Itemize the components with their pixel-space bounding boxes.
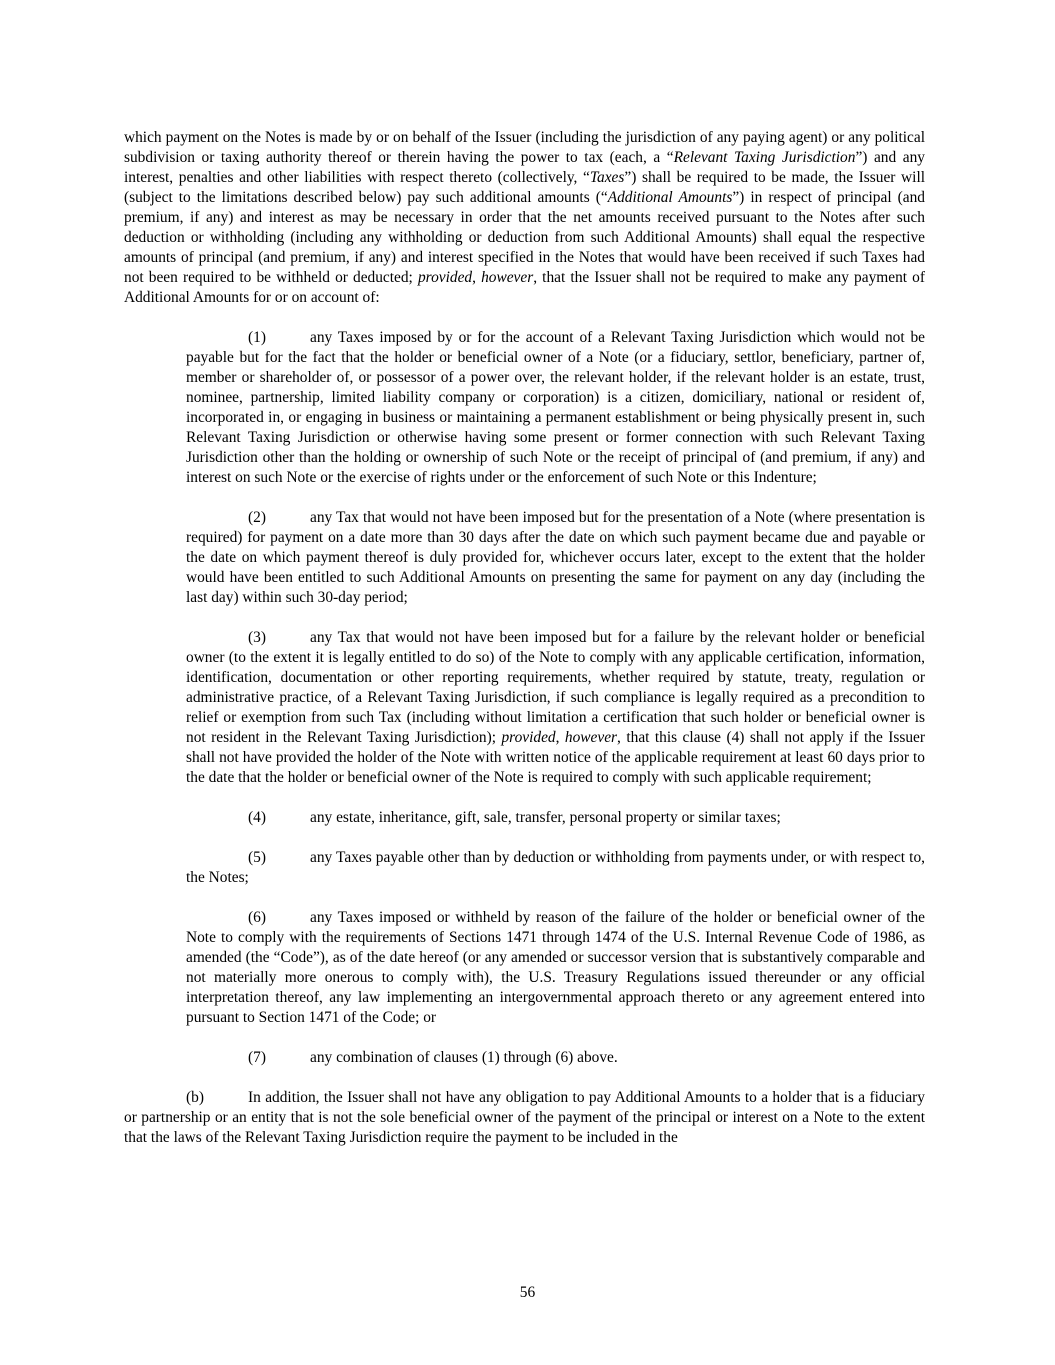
clause-number: (7) — [248, 1049, 266, 1066]
clause-number: (1) — [248, 329, 266, 346]
clause-3: (3) any Tax that would not have been imposed but for a failure by the relevant holder or beneficial owner (to the extent it is legally entitled to do so) of the Note to comply with any applicable certification, information, identification, documentation or other reporting requirements, whether required by statute, treaty, regulation or administrative practice, of a Relevant Taxing Jurisdiction, if such compliance is legally required as a precondition to relief or exemption from such Tax (including without limitation a certification that such holder or beneficial owner is not resident in the Relevant Taxing Jurisdiction); provided, however, that this clause (4) shall not apply if the Issuer shall not have provided the holder of the Note with written notice of the applicable requirement at least 60 days prior to the date that the holder or beneficial owner of the Note is required to comply with such applicable requirement; — [186, 629, 925, 786]
clause-number: (6) — [248, 909, 266, 926]
clause-4 — [186, 808, 925, 828]
paragraph-text: In addition, the Issuer shall not have any obligation to pay Additional Amounts to a holder that is a fiduciary or partnership or an entity that is not the sole beneficial owner of the payment of the principal or interest on a Note to the extent that the laws of the Relevant Taxing Jurisdiction require the payment to be included in the — [124, 1089, 925, 1146]
clause-2 — [186, 508, 925, 608]
page-number: 56 — [519, 1284, 536, 1301]
clause-number: (4) — [248, 809, 266, 826]
clause-number: (5) — [248, 849, 266, 866]
paragraph-b — [124, 1088, 925, 1148]
clause-number: (2) — [248, 509, 266, 526]
document-page — [124, 128, 925, 1148]
clause-text: any Taxes payable other than by deduction or withholding from payments under, or with respect to, the Notes; — [186, 849, 925, 886]
clause-text: any estate, inheritance, gift, sale, transfer, personal property or similar taxes; — [310, 809, 781, 826]
intro-paragraph: which payment on the Notes is made by or on behalf of the Issuer (including the jurisdiction of any paying agent) or any political subdivision or taxing authority thereof or therein having the power to tax (each, a “Relevant Taxing Jurisdiction”) and any interest, penalties and other liabilities with respect thereto (collectively, “Taxes”) shall be required to be made, the Issuer will (subject to the limitations described below) pay such additional amounts (“Additional Amounts”) in respect of principal (and premium, if any) and interest as may be necessary in order that the net amounts received pursuant to the Notes after such deduction or withholding (including any withholding or deduction from such Additional Amounts) shall equal the respective amounts of principal (and premium, if any) and interest specified in the Notes that would have been received if such Taxes had not been required to be withheld or deducted; provided, however, that the Issuer shall not be required to make any payment of Additional Amounts for or on account of: — [124, 129, 926, 306]
clause-6 — [186, 908, 925, 1028]
clause-7 — [186, 1048, 925, 1068]
clause-text: any Tax that would not have been imposed but for the presentation of a Note (where presentation is required) for payment on a date more than 30 days after the date on which such payment became due and payable or the date on which payment thereof is duly provided for, whichever occurs later, except to the extent that the holder would have been entitled to such Additional Amounts on presenting the same for payment on any day (including the last day) within such 30-day period; — [186, 509, 925, 606]
clause-number: (3) — [248, 629, 266, 646]
clause-1 — [186, 328, 925, 488]
clause-text: any Taxes imposed or withheld by reason of the failure of the holder or beneficial owner of the Note to comply with the requirements of Sections 1471 through 1474 of the U.S. Internal Revenue Code of 1986, as amended (the “Code”), as of the date hereof (or any amended or successor version that is substantively comparable and not materially more onerous to comply with), the U.S. Treasury Regulations issued thereunder or any official interpretation thereof, any law implementing an intergovernmental approach thereto or any agreement entered into pursuant to Section 1471 of the Code; or — [186, 909, 925, 1026]
clause-5 — [186, 848, 925, 888]
clause-text: any Taxes imposed by or for the account of a Relevant Taxing Jurisdiction which would not be payable but for the fact that the holder or beneficial owner of a Note (or a fiduciary, settlor, beneficiary, partner of, member or shareholder of, or possessor of a power over, the relevant holder, if the relevant holder is an estate, trust, nominee, partnership, limited liability company or corporation) is a citizen, domiciliary, national or resident of, incorporated in, or engaging in business or maintaining a permanent establishment or being physically present in, such Relevant Taxing Jurisdiction or otherwise having some present or former connection with such Relevant Taxing Jurisdiction other than the holding or ownership of such Note or the receipt of principal of (and premium, if any) and interest on such Note or the exercise of rights under or the enforcement of such Note or this Indenture; — [186, 329, 925, 486]
paragraph-number: (b) — [186, 1089, 204, 1106]
clause-text: any combination of clauses (1) through (6) above. — [310, 1049, 618, 1066]
